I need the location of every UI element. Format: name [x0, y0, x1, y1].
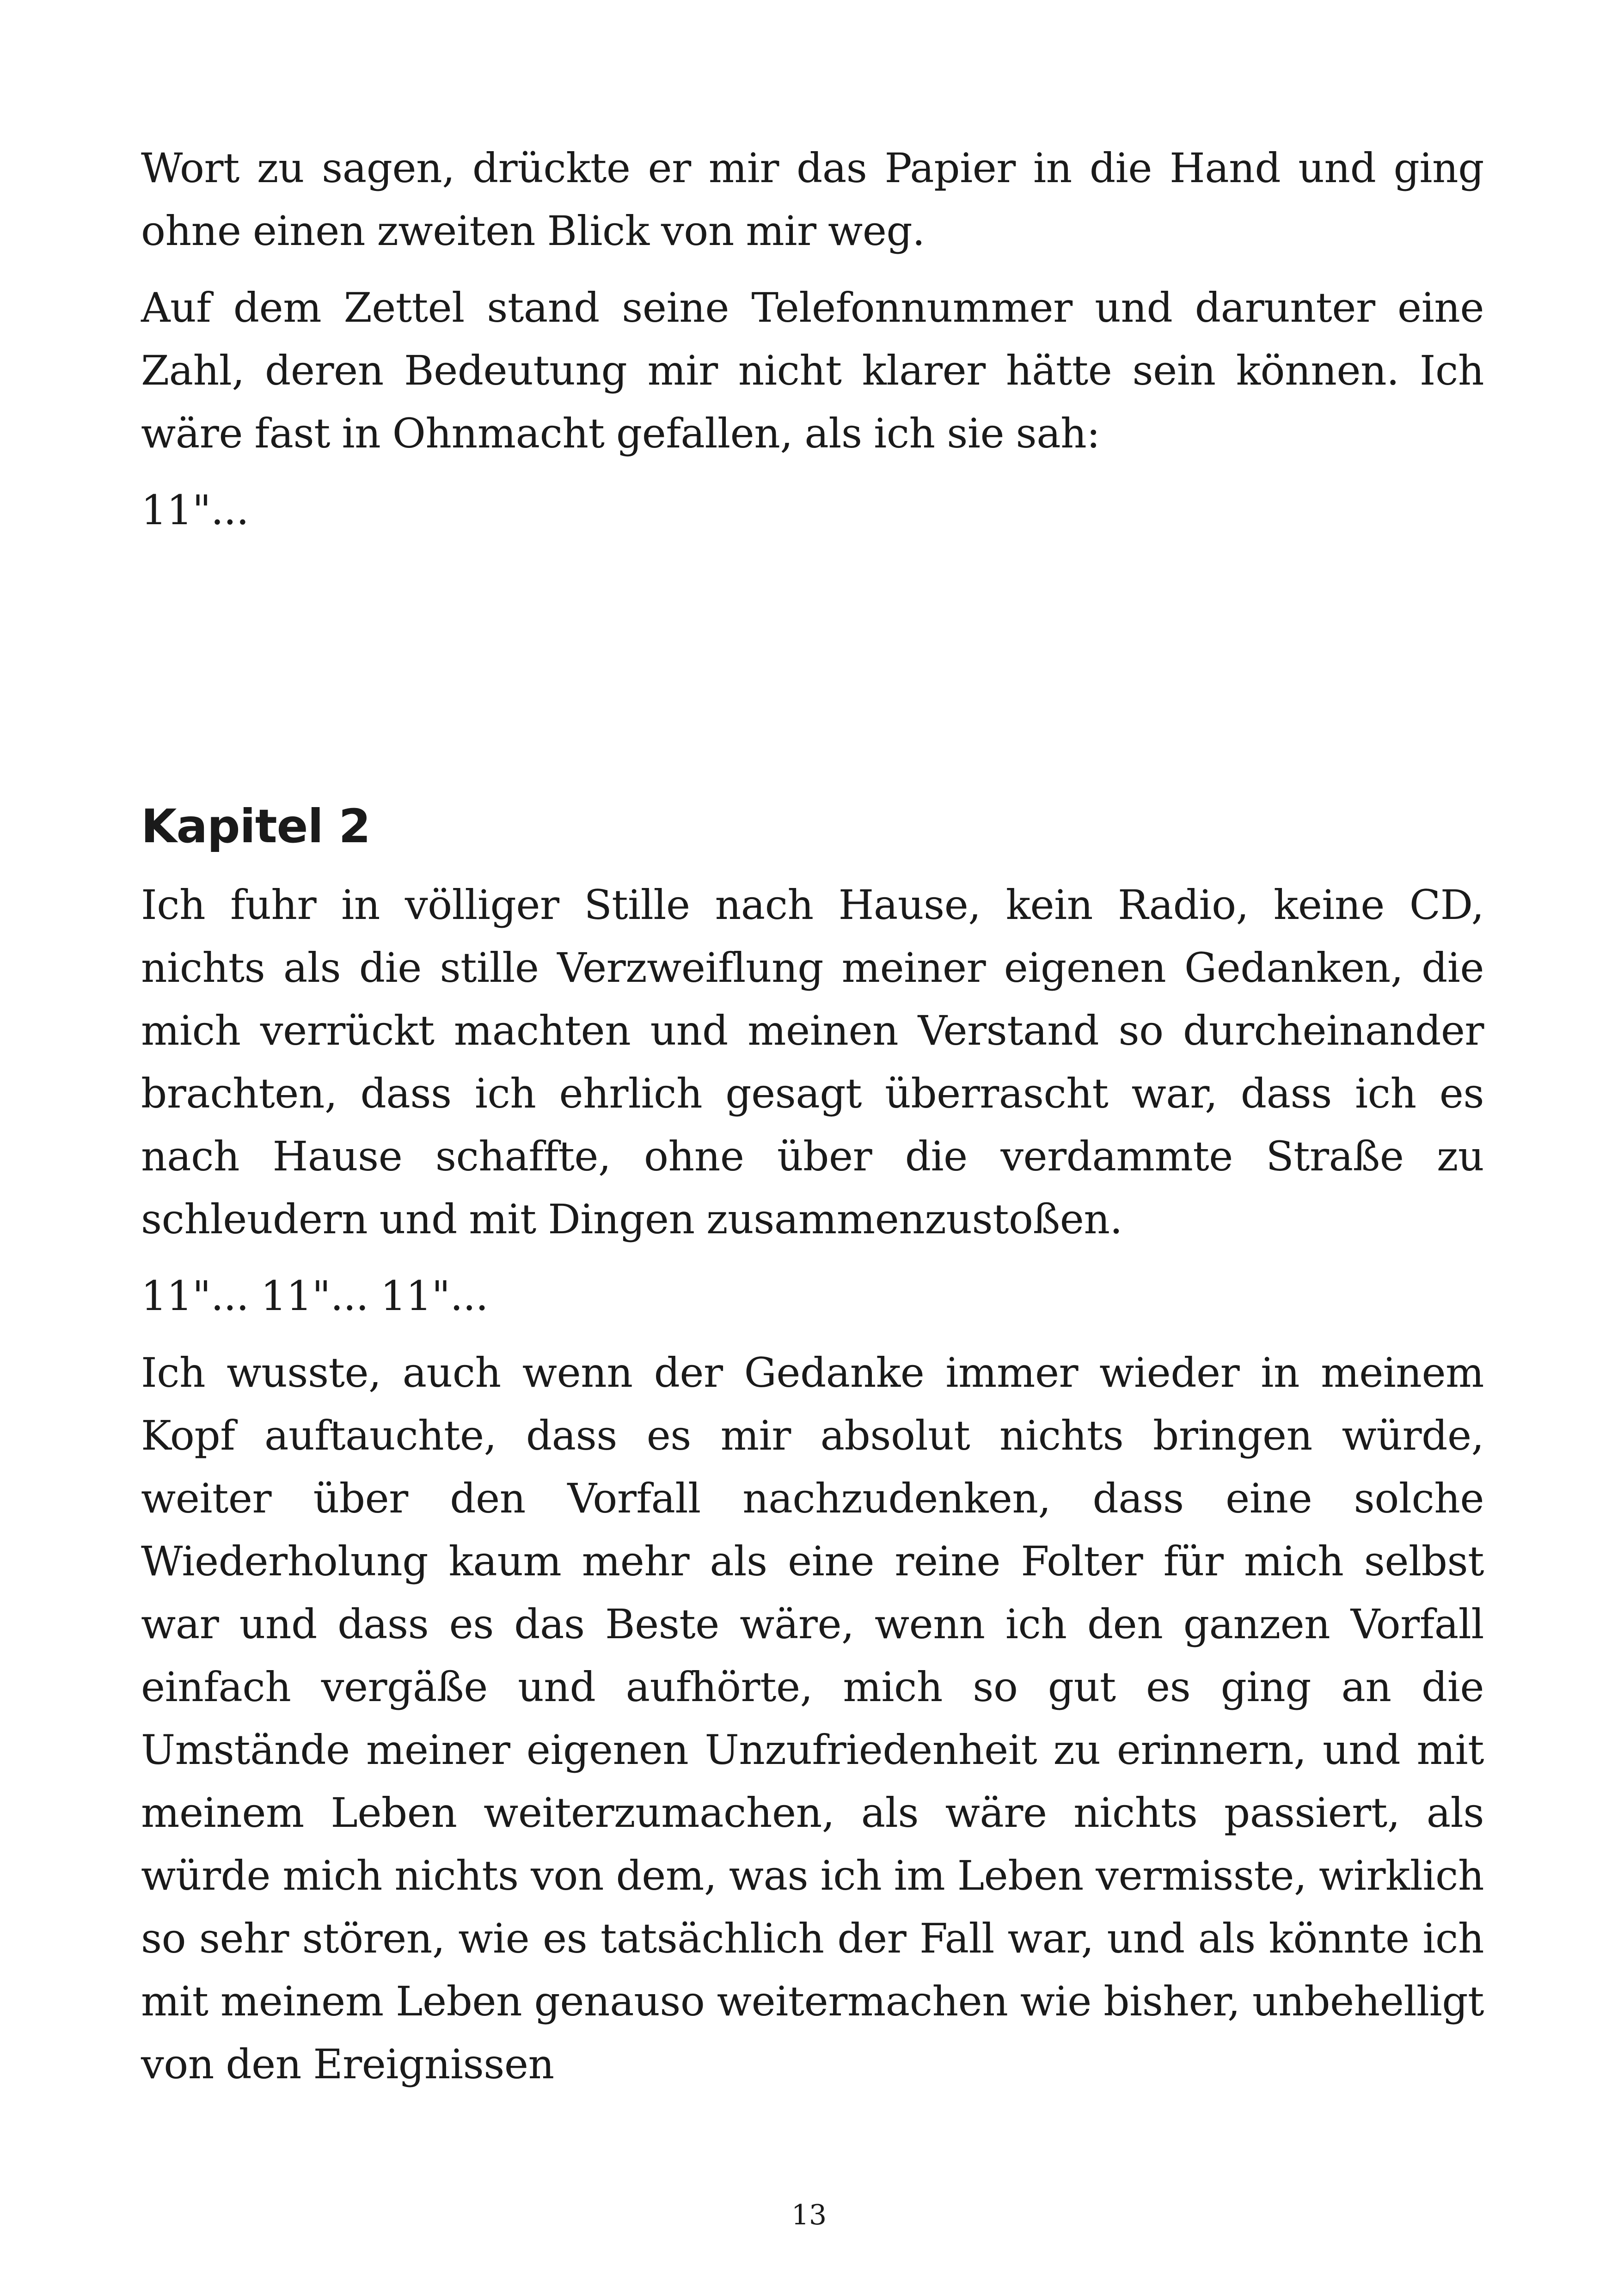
paragraph-reflection: Ich wusste, auch wenn der Gedanke immer wieder in meinem Kopf auftauchte, dass es mir absolut nichts bringen würde, weiter über den Vorfall nachzudenken, dass eine solche Wiederholung kaum mehr als eine reine Folter für mich selbst war und dass es das Beste wäre, wenn ich den ganzen Vorfall einfach vergäße und aufhörte, mich so gut es ging an die Umstände meiner eigenen Unzufriedenheit zu erinnern, und mit meinem Leben weiterzumachen, als wäre nichts passiert, als würde mich nichts von dem, was ich im Leben vermisste, wirklich so sehr stören, wie es tatsächlich der Fall war, und als könnte ich mit meinem Leben genauso weitermachen wie bisher, unbehelligt von den Ereignissen — [141, 1349, 1484, 2088]
paragraph-number: 11"... — [141, 486, 249, 534]
paragraph-drive-home: Ich fuhr in völliger Stille nach Hause, kein Radio, keine CD, nichts als die stille Verzweiflung meiner eigenen Gedanken, die mich verrückt machten und meinen Verstand so durcheinander brachten, dass ich ehrlich gesagt überrascht war, dass ich es nach Hause schaffte, ohne über die verdammte Straße zu schleudern und mit Dingen zusammenzustoßen. — [141, 881, 1484, 1243]
chapter-heading: Kapitel 2 — [141, 799, 371, 853]
paragraph-zettel: Auf dem Zettel stand seine Telefonnummer und darunter eine Zahl, deren Bedeutung mir nicht klarer hätte sein können. Ich wäre fast in Ohnmacht gefallen, als ich sie sah: — [141, 284, 1484, 457]
text-block-top — [141, 137, 1484, 542]
paragraph-repeated-number: 11"... 11"... 11"... — [141, 1272, 489, 1320]
page-number: 13 — [791, 2199, 827, 2231]
text-block-chapter — [141, 874, 1484, 2096]
paragraph-continuation: Wort zu sagen, drückte er mir das Papier in die Hand und ging ohne einen zweiten Blick von mir weg. — [141, 144, 1484, 255]
